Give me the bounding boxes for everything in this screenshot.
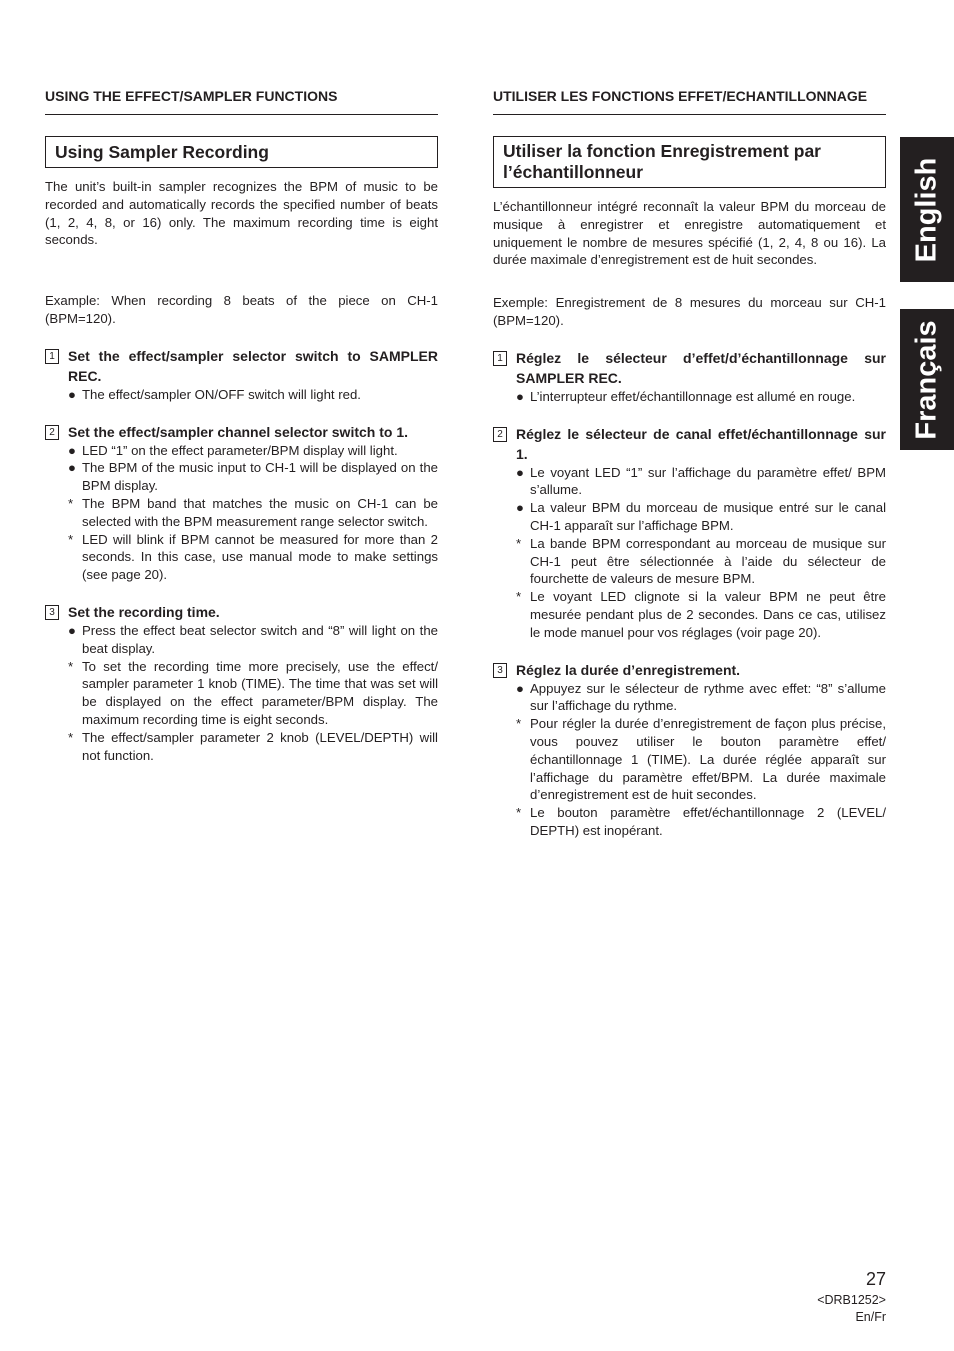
language-tab-francais: [900, 309, 954, 450]
intro-paragraph: L’échantillonneur intégré reconnaît la valeur BPM du morceau de musique à enregistrer et enregistre automatiquement et uniquement le nombre de mesures spécifié (1, 2, 4, 8 ou 16). La durée maximale d’enregistrement est de huit secondes.: [493, 199, 886, 268]
step-title-text: Set the effect/sampler channel selector switch to 1.: [68, 423, 408, 440]
list-item-text: To set the recording time more precisely, use the effect/ sampler parameter 1 knob (TIME). The time that was set will be displayed on the effect parameter/BPM display. The maximum recording time is eight seconds.: [82, 658, 438, 727]
step-title: [45, 602, 438, 622]
step-number: 2: [493, 427, 507, 442]
running-head: UTILISER LES FONCTIONS EFFET/ECHANTILLONNAGE: [493, 88, 886, 115]
list-item-text: La bande BPM correspondant au morceau de musique sur CH-1 peut être sélectionnée à l’aide du sélecteur de fourchette de valeurs de mesure BPM.: [530, 535, 886, 587]
example-paragraph: Example: When recording 8 beats of the piece on CH-1 (BPM=120).: [45, 293, 438, 326]
step-number: 1: [493, 351, 507, 366]
list-item-text: Le voyant LED “1” sur l’affichage du paramètre effet/ BPM s’allume.: [530, 464, 886, 498]
list-item: [493, 388, 886, 406]
bullet-marker: ●: [516, 680, 524, 696]
step-title: [45, 422, 438, 442]
note-marker: *: [68, 729, 74, 745]
list-item: [493, 464, 886, 500]
list-item-text: Appuyez sur le sélecteur de rythme avec effet: “8” s’allume sur l’affichage du rythme.: [530, 680, 886, 714]
step-title-text: Réglez le sélecteur d’effet/d’échantillonnage sur SAMPLER REC.: [516, 349, 886, 386]
list-item: [493, 715, 886, 804]
bullet-marker: ●: [516, 464, 524, 480]
language-tab-label: Français: [910, 319, 943, 440]
list-item-text: LED “1” on the effect parameter/BPM display will light.: [82, 442, 398, 458]
list-item: [45, 442, 438, 460]
list-item-text: The effect/sampler ON/OFF switch will light red.: [82, 386, 361, 402]
list-item: [493, 588, 886, 641]
step-3: [493, 660, 886, 840]
note-marker: *: [68, 658, 74, 674]
note-marker: *: [68, 531, 74, 547]
list-item-text: Pour régler la durée d’enregistrement de façon plus précise, vous pouvez utiliser le bouton paramètre effet/ échantillonnage 1 (TIME). La durée réglée apparaît sur l’affichage du paramètre effet/BPM. La durée maximale d’enregistrement est de huit secondes.: [530, 716, 886, 803]
list-item: [493, 804, 886, 840]
list-item: [45, 531, 438, 584]
language-tab-label: English: [910, 157, 943, 262]
page-number: 27: [865, 1269, 886, 1289]
note-marker: *: [516, 589, 522, 605]
list-item-text: Le bouton paramètre effet/échantillonnage 2 (LEVEL/ DEPTH) est inopérant.: [530, 805, 886, 838]
step-number: 3: [493, 663, 507, 678]
list-item-text: The BPM of the music input to CH-1 will be displayed on the BPM display.: [82, 460, 438, 494]
step-title-text: Réglez le sélecteur de canal effet/échantillonnage sur 1.: [516, 425, 886, 462]
step-number: 1: [45, 349, 59, 364]
note-marker: *: [516, 805, 522, 821]
step-2: [45, 422, 438, 584]
list-item-text: The BPM band that matches the music on CH-1 can be selected with the BPM measurement range selector switch.: [82, 495, 438, 529]
note-marker: *: [68, 495, 74, 511]
list-item-text: Le voyant LED clignote si la valeur BPM ne peut être mesurée pendant plus de 2 secondes. Dans ce cas, utilisez le mode manuel pour vos réglages (voir page 20).: [530, 589, 886, 640]
step-title-text: Set the recording time.: [68, 603, 220, 620]
bullet-marker: ●: [516, 500, 524, 516]
step-title: [493, 660, 886, 680]
bullet-marker: ●: [68, 460, 76, 476]
english-column: [45, 88, 438, 764]
list-item: [45, 495, 438, 531]
bullet-marker: ●: [68, 386, 76, 402]
intro-paragraph: The unit’s built-in sampler recognizes the BPM of music to be recorded and automatically records the specified number of beats (1, 2, 4, 8, or 16) only. The maximum recording time is eight seconds.: [45, 179, 438, 248]
example-paragraph: Exemple: Enregistrement de 8 mesures du morceau sur CH-1 (BPM=120).: [493, 295, 886, 328]
list-item: [45, 386, 438, 404]
document-code: <DRB1252>: [817, 1293, 886, 1307]
note-marker: *: [516, 535, 522, 551]
bullet-marker: ●: [68, 442, 76, 458]
list-item: [493, 535, 886, 588]
list-item: [493, 680, 886, 716]
list-item-text: La valeur BPM du morceau de musique entré sur le canal CH-1 apparaît sur l’affichage BPM.: [530, 500, 886, 533]
step-title-text: Set the effect/sampler selector switch to SAMPLER REC.: [68, 347, 438, 384]
running-head: USING THE EFFECT/SAMPLER FUNCTIONS: [45, 88, 438, 115]
list-item: [45, 459, 438, 495]
french-column: [493, 88, 886, 840]
note-marker: *: [516, 716, 522, 732]
step-title: [493, 424, 886, 464]
step-1: [493, 348, 886, 406]
bullet-marker: ●: [68, 622, 76, 638]
list-item-text: L’interrupteur effet/échantillonnage est allumé en rouge.: [530, 388, 856, 404]
step-3: [45, 602, 438, 764]
section-title: Using Sampler Recording: [45, 136, 438, 168]
list-item: [493, 499, 886, 535]
list-item-text: LED will blink if BPM cannot be measured for more than 2 seconds. In this case, use manual mode to make settings (see page 20).: [82, 531, 438, 583]
step-title: [493, 348, 886, 388]
section-title: Utiliser la fonction Enregistrement par l’échantillonneur: [493, 136, 886, 188]
step-number: 3: [45, 605, 59, 620]
list-item-text: Press the effect beat selector switch and “8” will light on the beat display.: [82, 622, 438, 656]
language-tab-english: [900, 137, 954, 282]
list-item: [45, 658, 438, 729]
step-title-text: Réglez la durée d’enregistrement.: [516, 661, 741, 678]
step-1: [45, 346, 438, 404]
step-number: 2: [45, 425, 59, 440]
step-2: [493, 424, 886, 642]
bullet-marker: ●: [516, 388, 524, 404]
list-item-text: The effect/sampler parameter 2 knob (LEVEL/DEPTH) will not function.: [82, 729, 438, 763]
step-title: [45, 346, 438, 386]
list-item: [45, 729, 438, 765]
list-item: [45, 622, 438, 658]
language-code: En/Fr: [855, 1310, 886, 1324]
